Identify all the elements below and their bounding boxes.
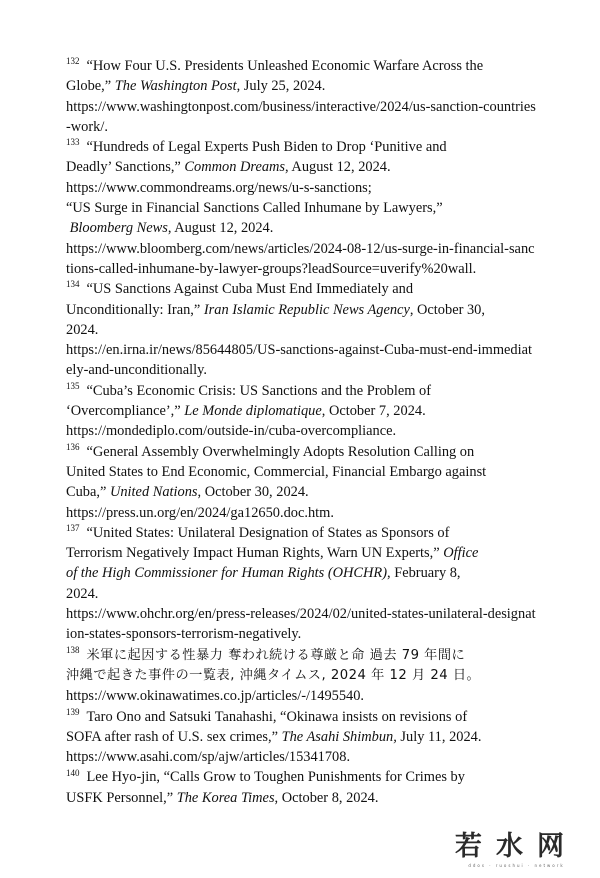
- footnote-133: [66, 137, 536, 279]
- footnote-number: 132: [66, 56, 80, 67]
- footnote-url[interactable]: https://www.commondreams.org/news/u-s-sanctions;: [66, 179, 372, 196]
- footnote-text: 沖縄で起きた事件の一覧表, 沖縄タイムス, 2024 年 12 月 24 日。: [66, 667, 481, 683]
- footnote-text: Unconditionally: Iran,”: [66, 301, 204, 318]
- footnote-text: 2024.: [66, 321, 99, 338]
- footnote-text: “Hundreds of Legal Experts Push Biden to Drop ‘Punitive and: [86, 139, 447, 156]
- footnote-132: [66, 56, 536, 137]
- footnote-url[interactable]: https://www.asahi.com/sp/ajw/articles/15341708.: [66, 749, 351, 766]
- footnote-number: 136: [66, 441, 80, 452]
- footnote-text: Cuba,”: [66, 484, 110, 501]
- footnote-number: 135: [66, 380, 80, 391]
- footnote-number: 134: [66, 279, 80, 290]
- publication-name: Common Dreams: [184, 159, 286, 176]
- footnote-url[interactable]: https://mondediplo.com/outside-in/cuba-overcompliance.: [66, 423, 397, 440]
- footnote-text: July 11, 2024.: [396, 728, 482, 745]
- publication-name: Bloomberg News: [69, 220, 168, 237]
- publication-name: Office: [443, 545, 479, 562]
- footnote-135: [66, 381, 536, 442]
- footnote-text: , July 25, 2024.: [236, 78, 326, 95]
- footnote-text: , August 12, 2024.: [167, 220, 274, 237]
- footnote-text: , October 7, 2024.: [321, 403, 426, 420]
- footnote-url[interactable]: https://www.ohchr.org/en/press-releases/2024/02/united-states-unilateral-designation-states-sponsors-terrorism-negatively.: [66, 606, 536, 643]
- footnote-number: 133: [66, 137, 80, 148]
- footnote-138: [66, 645, 536, 707]
- footnote-url[interactable]: https://www.okinawatimes.co.jp/articles/-/1495540.: [66, 688, 365, 705]
- footnote-text: Lee Hyo-jin, “Calls Grow to Toughen Punishments for Crimes by: [86, 769, 465, 786]
- footnote-text: “General Assembly Overwhelmingly Adopts Resolution Calling on: [86, 443, 475, 460]
- publication-name: The Korea Times: [176, 789, 275, 806]
- footnote-134: [66, 279, 536, 380]
- footnote-url[interactable]: https://www.bloomberg.com/news/articles/2024-08-12/us-surge-in-financial-sanctions-called-inhumane-by-lawyer-groups?leadSource=uverify%20wall.: [66, 240, 535, 277]
- footnote-136: [66, 442, 536, 523]
- footnote-text: , August 12, 2024.: [285, 159, 391, 176]
- footnote-text: 米軍に起因する性暴力 奪われ続ける尊厳と命 過去 79 年間に: [86, 647, 466, 663]
- footnote-text: , October 30,: [409, 301, 485, 318]
- footnote-text: , February 8,: [387, 565, 461, 582]
- footnote-text: “United States: Unilateral Designation of States as Sponsors of: [86, 524, 450, 541]
- footnote-text: “US Surge in Financial Sanctions Called Inhumane by Lawyers,”: [66, 200, 443, 217]
- footnote-url[interactable]: https://press.un.org/en/2024/ga12650.doc.htm.: [66, 504, 334, 521]
- footnote-text: 2024.: [66, 585, 99, 602]
- footnote-text: , October 8, 2024.: [274, 789, 379, 806]
- footnote-number: 138: [66, 644, 80, 655]
- footnote-text: ‘Overcompliance’,”: [66, 403, 185, 420]
- watermark-logo: [455, 824, 578, 868]
- footnote-text: SOFA after rash of U.S. sex crimes,”: [66, 728, 282, 745]
- watermark-text: 若水网: [455, 831, 578, 862]
- footnote-text: “US Sanctions Against Cuba Must End Immediately and: [86, 281, 414, 298]
- footnote-text: Deadly’ Sanctions,”: [66, 159, 185, 176]
- footnote-text: , October 30, 2024.: [197, 484, 309, 501]
- footnote-url[interactable]: https://en.irna.ir/news/85644805/US-sanctions-against-Cuba-must-end-immediately-and-unconditionally.: [66, 342, 533, 379]
- footnote-text: Terrorism Negatively Impact Human Rights, Warn UN Experts,”: [66, 545, 444, 562]
- publication-name: The Asahi Shimbun,: [281, 728, 397, 745]
- footnotes-page: [66, 56, 536, 808]
- footnote-text: Taro Ono and Satsuki Tanahashi, “Okinawa insists on revisions of: [86, 708, 468, 725]
- footnote-text: United States to End Economic, Commercial, Financial Embargo against: [66, 463, 487, 480]
- footnote-text: Globe,”: [66, 78, 115, 95]
- footnote-number: 139: [66, 706, 80, 717]
- publication-name: Le Monde diplomatique: [184, 403, 322, 420]
- publication-name: United Nations: [109, 484, 198, 501]
- footnote-139: [66, 707, 536, 768]
- footnote-url[interactable]: https://www.washingtonpost.com/business/interactive/2024/us-sanction-countries-work/.: [66, 98, 536, 135]
- footnote-137: [66, 523, 536, 645]
- publication-name: The Washington Post: [114, 78, 237, 95]
- publication-name: Iran Islamic Republic News Agency: [203, 301, 410, 318]
- footnote-text: “Cuba’s Economic Crisis: US Sanctions and the Problem of: [86, 382, 432, 399]
- watermark-subtext: ddos · ruoshui · network: [468, 863, 565, 868]
- footnote-140: [66, 767, 536, 808]
- footnote-number: 140: [66, 767, 80, 778]
- footnote-number: 137: [66, 523, 80, 534]
- publication-name: of the High Commissioner for Human Rights (OHCHR): [66, 565, 387, 582]
- footnote-text: USFK Personnel,”: [66, 789, 177, 806]
- footnote-text: “How Four U.S. Presidents Unleashed Economic Warfare Across the: [86, 58, 484, 74]
